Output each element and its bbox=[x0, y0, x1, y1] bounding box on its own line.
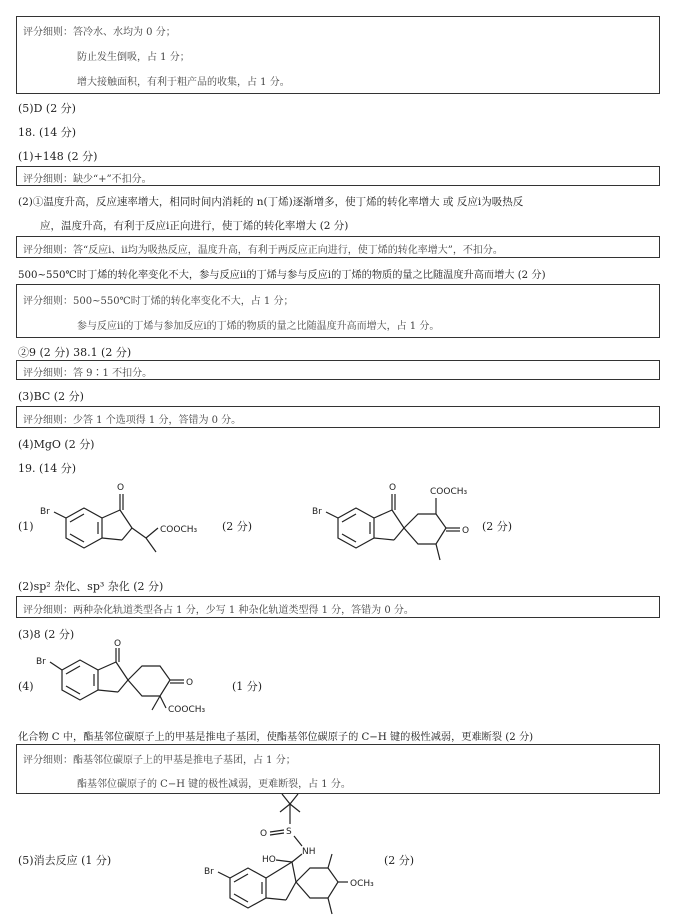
answer-19-3: (3)8 (2 分) bbox=[18, 628, 75, 641]
answer-17-5: (5)D (2 分) bbox=[18, 102, 76, 115]
ketone-oxygen: O bbox=[462, 526, 470, 536]
scoring-note-box-7 bbox=[16, 596, 660, 618]
ester-group-label: COOCH₃ bbox=[168, 705, 206, 715]
answer-19-1-points-a: (2 分) bbox=[222, 520, 253, 533]
scoring-note-line: 评分细则：500~550℃时丁烯的转化率变化不大，占 1 分； bbox=[23, 296, 294, 307]
bromo-label: Br bbox=[36, 657, 46, 667]
bromo-label: Br bbox=[204, 867, 214, 877]
bromo-label: Br bbox=[40, 507, 50, 517]
answer-18-3: (3)BC (2 分) bbox=[18, 390, 84, 403]
amine-label: NH bbox=[302, 847, 316, 857]
scoring-note-line: 评分细则：酯基邻位碳原子上的甲基是推电子基团，占 1 分； bbox=[23, 755, 296, 766]
scoring-note-line: 参与反应ii的丁烯与参加反应i的丁烯的物质的量之比随温度升高而增大，占 1 分。 bbox=[77, 321, 440, 332]
scoring-note-line: 评分细则：答“反应i、ii均为吸热反应，温度升高，有利于两反应正向进行，使丁烯的转化率增大”，不扣分。 bbox=[23, 245, 503, 256]
question-18-header: 18. (14 分) bbox=[18, 126, 77, 139]
ester-group-label: COOCH₃ bbox=[160, 525, 198, 535]
scoring-note-box-3 bbox=[16, 236, 660, 258]
structure-19-1-a bbox=[40, 478, 230, 568]
hydroxyl-label: HO bbox=[262, 855, 276, 865]
scoring-note-line: 评分细则：少答 1 个选项得 1 分，答错为 0 分。 bbox=[23, 415, 242, 426]
ester-group-label: COOCH₃ bbox=[430, 487, 468, 497]
scoring-note-line: 增大接触面积，有利于粗产品的收集，占 1 分。 bbox=[77, 77, 290, 88]
methoxy-label: OCH₃ bbox=[350, 879, 374, 889]
bromo-label: Br bbox=[312, 507, 322, 517]
answer-19-2: (2)sp² 杂化、sp³ 杂化 (2 分) bbox=[18, 580, 164, 593]
answer-18-2-line2: 应，温度升高，有利于反应i正向进行，使丁烯的转化率增大 (2 分) bbox=[40, 220, 349, 232]
answer-18-4: (4)MgO (2 分) bbox=[18, 438, 95, 451]
scoring-note-box-8 bbox=[16, 744, 660, 794]
ketone-oxygen: O bbox=[186, 678, 194, 688]
answer-19-4-label: (4) bbox=[18, 680, 34, 693]
answer-19-4-explanation: 化合物 C 中，酯基邻位碳原子上的甲基是推电子基团，使酯基邻位碳原子的 C−H 键的极性减弱，更难断裂 (2 分) bbox=[18, 732, 534, 743]
question-19-header: 19. (14 分) bbox=[18, 462, 77, 475]
scoring-note-line: 评分细则：两种杂化轨道类型各占 1 分，少写 1 种杂化轨道类型得 1 分，答错为 0 分。 bbox=[23, 605, 414, 616]
answer-19-5-points: (2 分) bbox=[384, 854, 415, 867]
scoring-note-line: 防止发生倒吸，占 1 分； bbox=[77, 52, 190, 63]
scoring-note-box-1 bbox=[16, 16, 660, 94]
answer-18-2-line3: 500~550℃时丁烯的转化率变化不大，参与反应ii的丁烯与参与反应i的丁烯的物质的量之比随温度升高而增大 (2 分) bbox=[18, 270, 546, 281]
answer-19-1-label: (1) bbox=[18, 520, 34, 533]
answer-19-4-points: (1 分) bbox=[232, 680, 263, 693]
scoring-note-line: 评分细则：答 9∶1 不扣分。 bbox=[23, 368, 153, 379]
scoring-note-box-5 bbox=[16, 360, 660, 380]
carbonyl-oxygen: O bbox=[114, 639, 122, 649]
answer-19-1-points-b: (2 分) bbox=[482, 520, 513, 533]
sulfur-label: S bbox=[286, 827, 292, 837]
answer-18-2-line1: (2)①温度升高，反应速率增大，相同时间内消耗的 n(丁烯)逐渐增多，使丁烯的转化率增大 或 反应i为吸热反 bbox=[18, 196, 524, 208]
answer-18-1: (1)+148 (2 分) bbox=[18, 150, 98, 163]
scoring-note-line: 酯基邻位碳原子的 C−H 键的极性减弱，更难断裂，占 1 分。 bbox=[77, 779, 351, 790]
structure-19-5 bbox=[196, 790, 396, 920]
carbonyl-oxygen: O bbox=[117, 483, 125, 493]
sulfinyl-oxygen: O bbox=[260, 829, 268, 839]
structure-19-4 bbox=[36, 640, 236, 724]
carbonyl-oxygen: O bbox=[389, 483, 397, 493]
structure-19-1-b bbox=[300, 478, 490, 574]
scoring-note-box-2 bbox=[16, 166, 660, 186]
scoring-note-box-6 bbox=[16, 406, 660, 428]
scoring-note-line: 评分细则：答冷水、水均为 0 分； bbox=[23, 27, 176, 38]
scoring-note-line: 评分细则：缺少“+”不扣分。 bbox=[23, 174, 152, 185]
scoring-note-box-4 bbox=[16, 284, 660, 338]
answer-19-5-label: (5)消去反应 (1 分) bbox=[18, 854, 112, 867]
answer-18-2-part2: ②9 (2 分) 38.1 (2 分) bbox=[18, 346, 132, 359]
